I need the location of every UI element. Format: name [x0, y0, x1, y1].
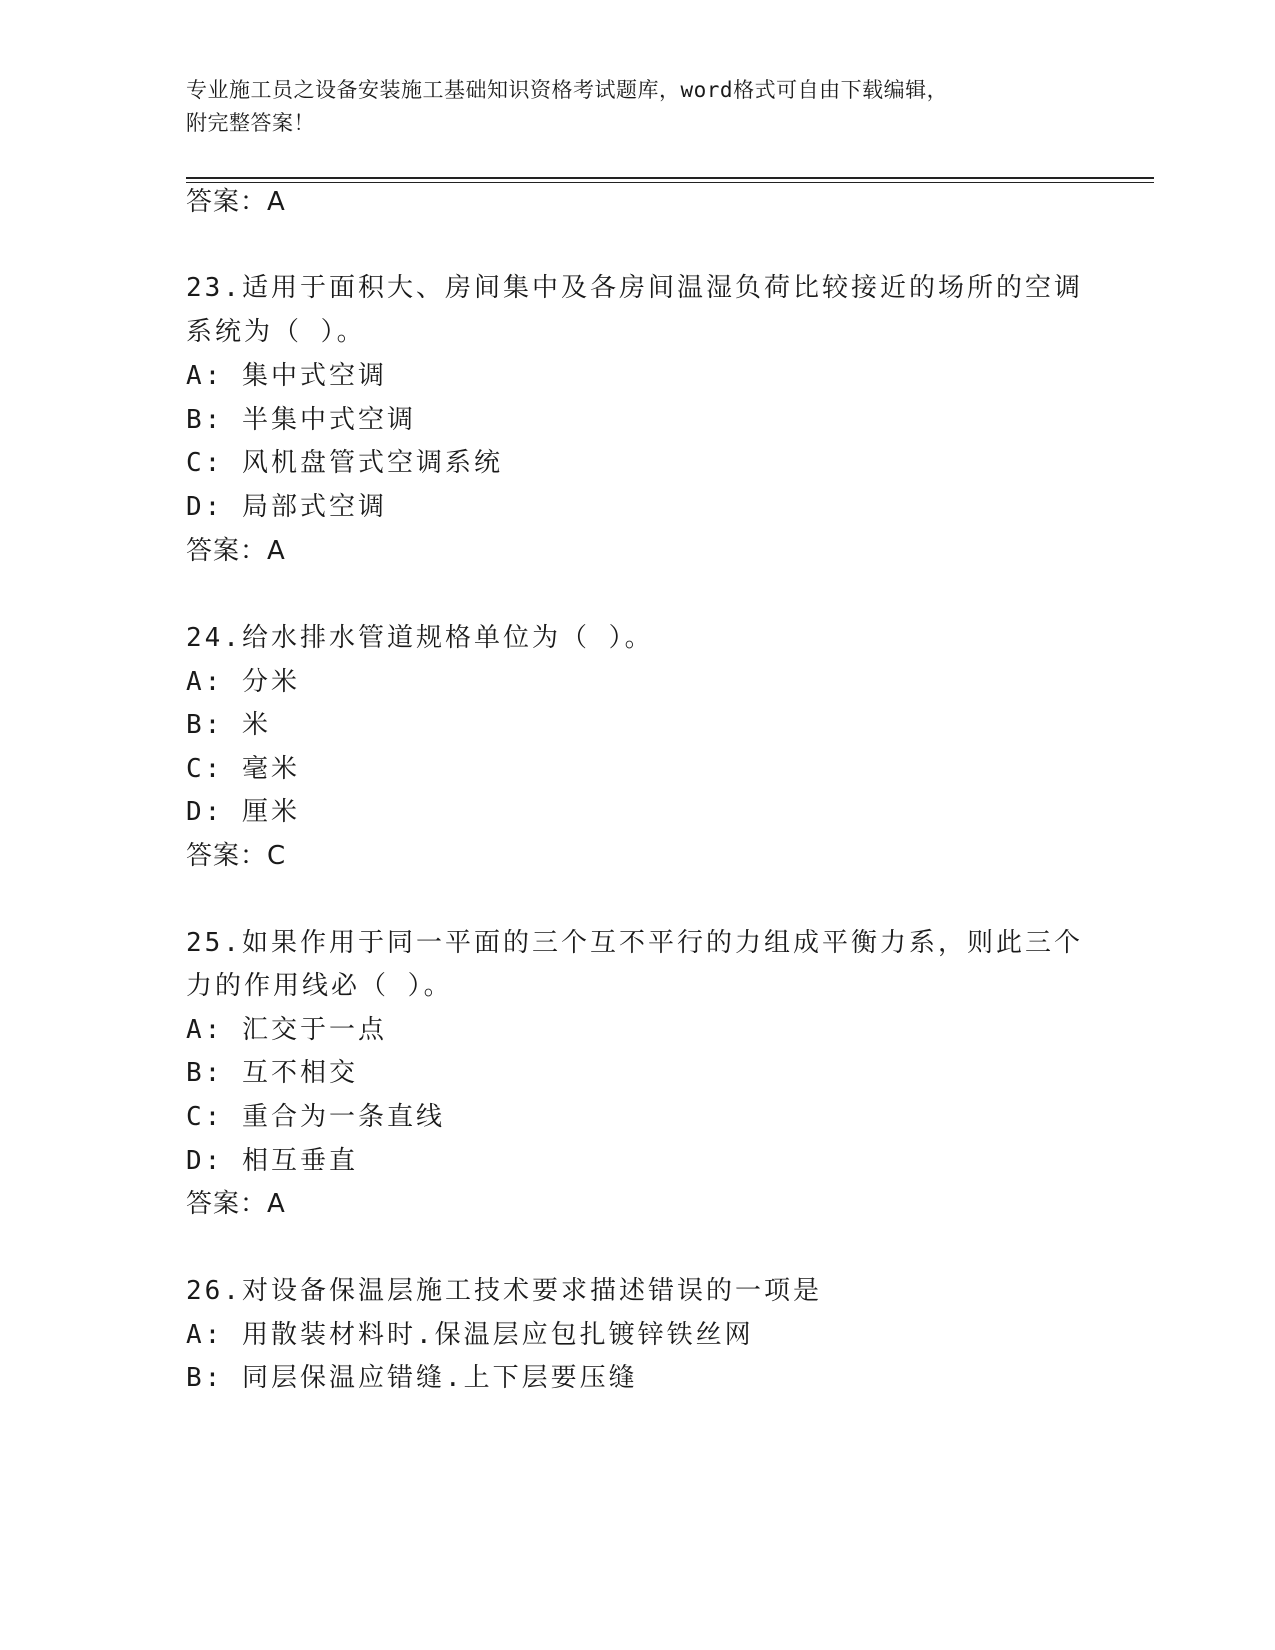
answer-previous: 答案：A	[186, 187, 286, 217]
question-24-answer: 答案：C	[186, 841, 287, 871]
question-23-line-2: 系统为（ ）。	[186, 317, 366, 347]
header-divider-thin	[186, 182, 1154, 183]
question-26-line-1: 26.对设备保温层施工技术要求描述错误的一项是	[186, 1276, 822, 1306]
question-23-option-b: B: 半集中式空调	[186, 405, 416, 435]
question-25-line-2: 力的作用线必（ ）。	[186, 971, 453, 1001]
question-24-line-1: 24.给水排水管道规格单位为（ ）。	[186, 623, 654, 653]
question-25-line-1: 25.如果作用于同一平面的三个互不平行的力组成平衡力系，则此三个	[186, 928, 1083, 958]
question-24-option-b: B: 米	[186, 710, 271, 740]
question-24-option-d: D: 厘米	[186, 797, 300, 827]
question-23-option-d: D: 局部式空调	[186, 492, 387, 522]
header-line-1: 专业施工员之设备安装施工基础知识资格考试题库，word格式可自由下载编辑，	[186, 78, 949, 102]
header-line-2: 附完整答案！	[186, 111, 315, 135]
question-23-option-c: C: 风机盘管式空调系统	[186, 448, 503, 478]
question-25-option-c: C: 重合为一条直线	[186, 1102, 445, 1132]
question-25-answer: 答案：A	[186, 1189, 286, 1219]
question-24-option-c: C: 毫米	[186, 754, 300, 784]
question-23-option-a: A: 集中式空调	[186, 361, 387, 391]
question-25-option-d: D: 相互垂直	[186, 1146, 358, 1176]
question-26-option-b: B: 同层保温应错缝.上下层要压缝	[186, 1363, 638, 1393]
question-24-option-a: A: 分米	[186, 667, 300, 697]
document-header	[186, 74, 1106, 140]
question-23-line-1: 23.适用于面积大、房间集中及各房间温湿负荷比较接近的场所的空调	[186, 273, 1083, 303]
header-divider-thick	[186, 177, 1154, 179]
question-25-option-a: A: 汇交于一点	[186, 1015, 387, 1045]
question-26-option-a: A: 用散装材料时.保温层应包扎镀锌铁丝网	[186, 1320, 754, 1350]
question-25-option-b: B: 互不相交	[186, 1058, 358, 1088]
question-23-answer: 答案：A	[186, 536, 286, 566]
